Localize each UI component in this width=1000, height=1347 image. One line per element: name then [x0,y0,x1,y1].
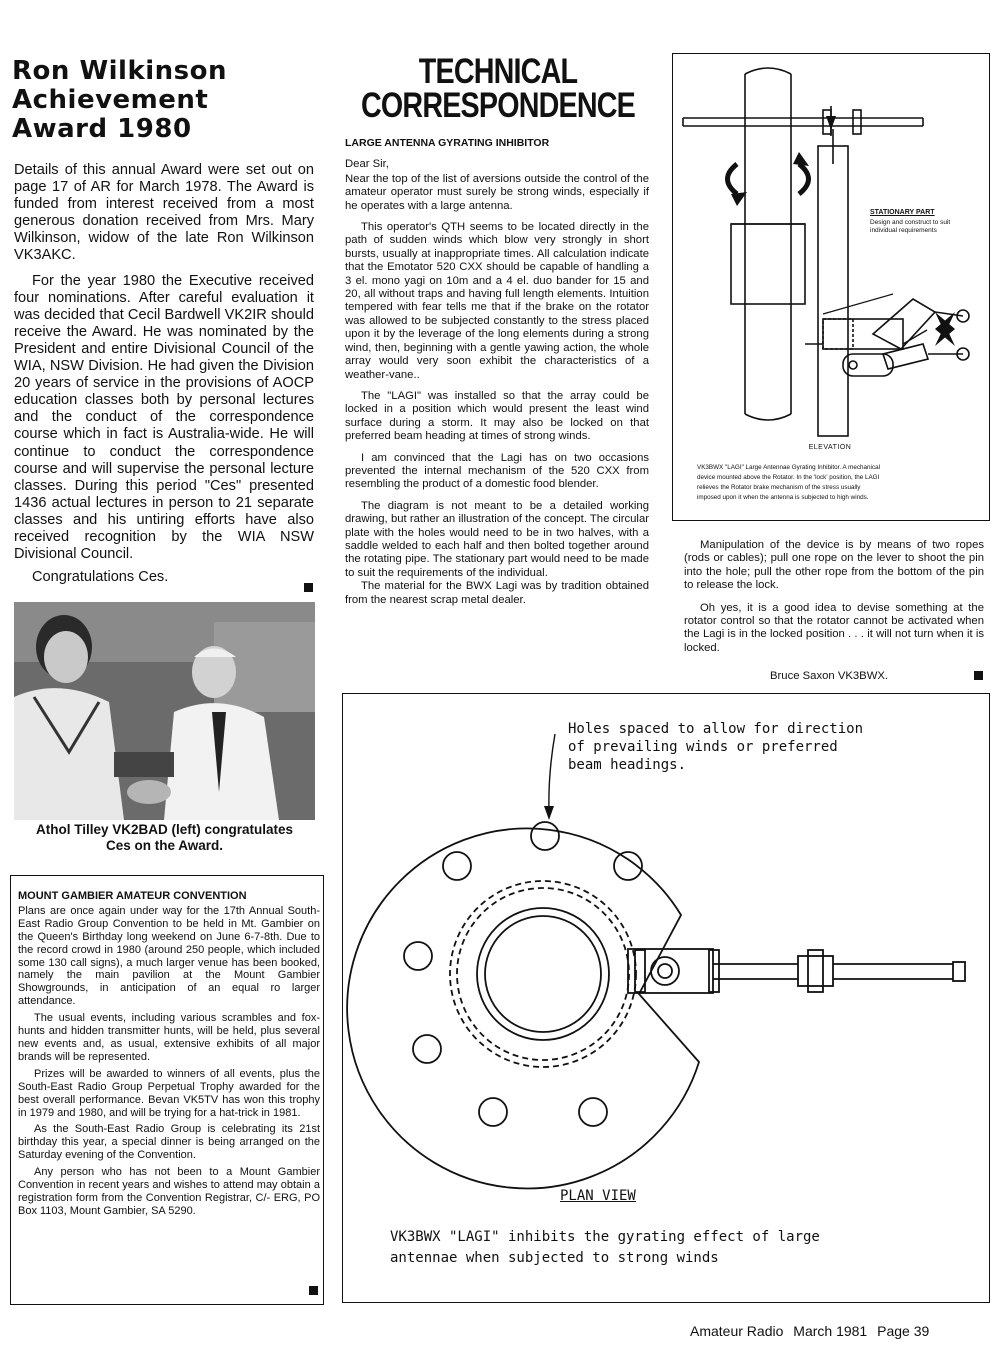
elevation-caption-line-1: VK3BWX "LAGI" Large Antennae Gyrating Inhibitor. A mechanical [697,464,880,471]
convention-article [18,890,320,1222]
footer-publication: Amateur Radio [690,1323,784,1339]
award-photo [14,602,315,820]
photo-caption-line-2: Ces on the Award. [105,838,224,853]
plan-note-line-3: beam headings. [568,757,687,773]
plan-note [568,720,863,774]
end-mark [309,1286,318,1295]
stationary-note-line-1: Design and construct to suit [870,219,951,226]
award-title-line-3: Award 1980 [12,114,192,144]
tech-paragraph-8: Oh yes, it is a good idea to devise something at the rotator control so that the rotator cannot be activated when the Lagi is in the locked position . . . it will not turn when it is locked. [684,601,984,654]
tech-title [360,52,636,125]
photo-caption [14,822,315,854]
photo-caption-line-1: Athol Tilley VK2BAD (left) congratulates [35,822,294,837]
plan-view-label: PLAN VIEW [560,1188,636,1204]
stationary-part-note [870,219,950,235]
award-title-line-1: Ron Wilkinson [12,56,228,86]
tech-salutation: Dear Sir, [345,158,389,171]
award-paragraph-3 [14,569,314,586]
award-closing: Congratulations Ces. [32,569,169,586]
tech-paragraph-7: Manipulation of the device is by means of two ropes (rods or cables); pull one rope on the lever to shoot the pin into the hole; pull the other rope from the bottom of the pin to release the lock. [684,539,984,592]
plan-caption [390,1227,820,1269]
tech-article [345,137,649,607]
convention-paragraph-5: Any person who has not been to a Mount Gambier Convention in recent years and wishes to attend may obtain a registration form from the Convention Registrar, C/- ERG, PO Box 1103, Mount Gambier, SA 5290. [18,1166,320,1217]
tech-paragraph-3: The "LAGI" was installed so that the array could be locked in a position which would present the least wind surface during a storm. It may also be locked on that preferred beam heading at times of strong winds. [345,389,649,443]
stationary-note-line-2: individual requirements [870,227,937,234]
elevation-caption-line-2: device mounted above the Rotator. In the 'lock' position, the LAGI [697,474,880,481]
photo-illustration [14,602,315,820]
plan-caption-line-2: antennae when subjected to strong winds [390,1250,719,1266]
award-paragraph-1: Details of this annual Award were set out on page 17 of AR for March 1978. The Award is funded from interest received from a most generous donation received from Mrs. Mary Wilkinson, widow of the late Ron Wilkinson VK3AKC. [14,162,314,264]
page-footer [690,1323,990,1339]
tech-subhead: LARGE ANTENNA GYRATING INHIBITOR [345,137,550,149]
tech-signature: Bruce Saxon VK3BWX. [770,670,889,682]
elevation-drawing [673,54,987,454]
end-mark [304,583,313,592]
award-title [12,57,332,144]
plan-view-drawing [343,694,987,1300]
stationary-part-label: STATIONARY PART [870,209,935,216]
convention-paragraph-2: The usual events, including various scrambles and fox-hunts and hidden transmitter hunts, will be held, plus several new events and, as usual, extensive exhibits of all major brands will be represented. [18,1012,320,1063]
footer-page: Page 39 [877,1323,930,1339]
tech-article-continued [684,539,984,664]
award-title-line-2: Achievement [12,85,209,115]
convention-title: MOUNT GAMBIER AMATEUR CONVENTION [18,890,247,902]
tech-paragraph-5: The diagram is not meant to be a detailed working drawing, but rather an illustration of the concept. The circular plate with the holes would need to be in two halves, with a saddle welded to each half and then bolted together around the rotating pipe. The stationary part would need to be made to suit the requirements of the individual. [345,499,649,579]
tech-title-line-1: TECHNICAL [418,52,578,91]
tech-paragraph-2: This operator's QTH seems to be located directly in the path of sudden winds which blow very strongly in short bursts, usually at inappropriate times. All calculation indicate that the Emotator 520 CXX should be capable of handling a 3 el. mono yagi on 10m and a 4 el. duo bander for 15 and 20, all without traps and having full length elements. Intuition tempered with fear tells me that if the brake on the rotator was allowed to be subjected constantly to the stress placed upon it by the leverage of the long elements during a strong wind, then, beginning with a gentle yawing action, the whole array would very soon exhibit the characteristics of a weather-vane.. [345,221,649,381]
elevation-caption-line-4: imposed upon it when the antenna is subjected to high winds. [697,494,869,501]
plan-caption-line-1: VK3BWX "LAGI" inhibits the gyrating effect of large [390,1229,820,1245]
tech-paragraph-6: The material for the BWX Lagi was by tradition obtained from the nearest scrap metal dealer. [345,580,649,606]
convention-paragraph-3: Prizes will be awarded to winners of all events, plus the South-East Radio Group Perpetual Trophy awarded for the best overall performance. Bevan VK5TV has won this trophy in 1979 and 1980, and will be trying for a hat-trick in 1981. [18,1067,320,1119]
tech-paragraph-1: Near the top of the list of aversions outside the control of the amateur operator must surely be strong winds, especially if he operates with a large antenna. [345,172,649,212]
plan-note-line-2: of prevailing winds or preferred [568,739,838,755]
footer-issue: March 1981 [793,1323,868,1339]
award-article [14,162,314,586]
tech-paragraph-4: I am convinced that the Lagi has on two occasions prevented the internal mechanism of the 520 CXX from resembling the product of a domestic food blender. [345,451,649,491]
tech-title-line-2: CORRESPONDENCE [361,86,635,125]
convention-paragraph-4: As the South-East Radio Group is celebrating its 21st birthday this year, a special dinner is being arranged on the Saturday evening of the Convention. [18,1123,320,1162]
plan-note-line-1: Holes spaced to allow for direction [568,721,864,737]
elevation-caption [697,463,982,503]
elevation-caption-line-3: relieves the Rotator brake mechanism of the stress usually [697,484,861,491]
elevation-label: ELEVATION [808,444,852,451]
award-paragraph-2: For the year 1980 the Executive received four nominations. After careful evaluation it was decided that Cecil Bardwell VK2IR should receive the Award. He was nominated by the President and entire Divisional Council of the WIA, NSW Division. He had given the Division 20 years of service in the provisions of AOCP education classes both by personal lectures and the conduct of the correspondence course which in fact is Australia-wide. He will continue to conduct the correspondence course and will supervise the personal lecture classes. During this period "Ces" presented 1436 actual lectures in person to 21 separate classes and his untiring efforts have also received recognition by the WIA NSW Divisional Council. [14,272,314,563]
end-mark [974,671,983,680]
convention-paragraph-1: Plans are once again under way for the 17th Annual South-East Radio Group Convention to be held in Mt. Gambier on the Queen's Birthday long weekend on June 6-7-8th. Due to the record crowd in 1980 (around 250 people, which included some 130 call signs), a much larger venue has been booked, namely the main pavilion at the Mount Gambier Showgrounds, in anticipation of an equal ro larger attendance. [18,904,320,1008]
